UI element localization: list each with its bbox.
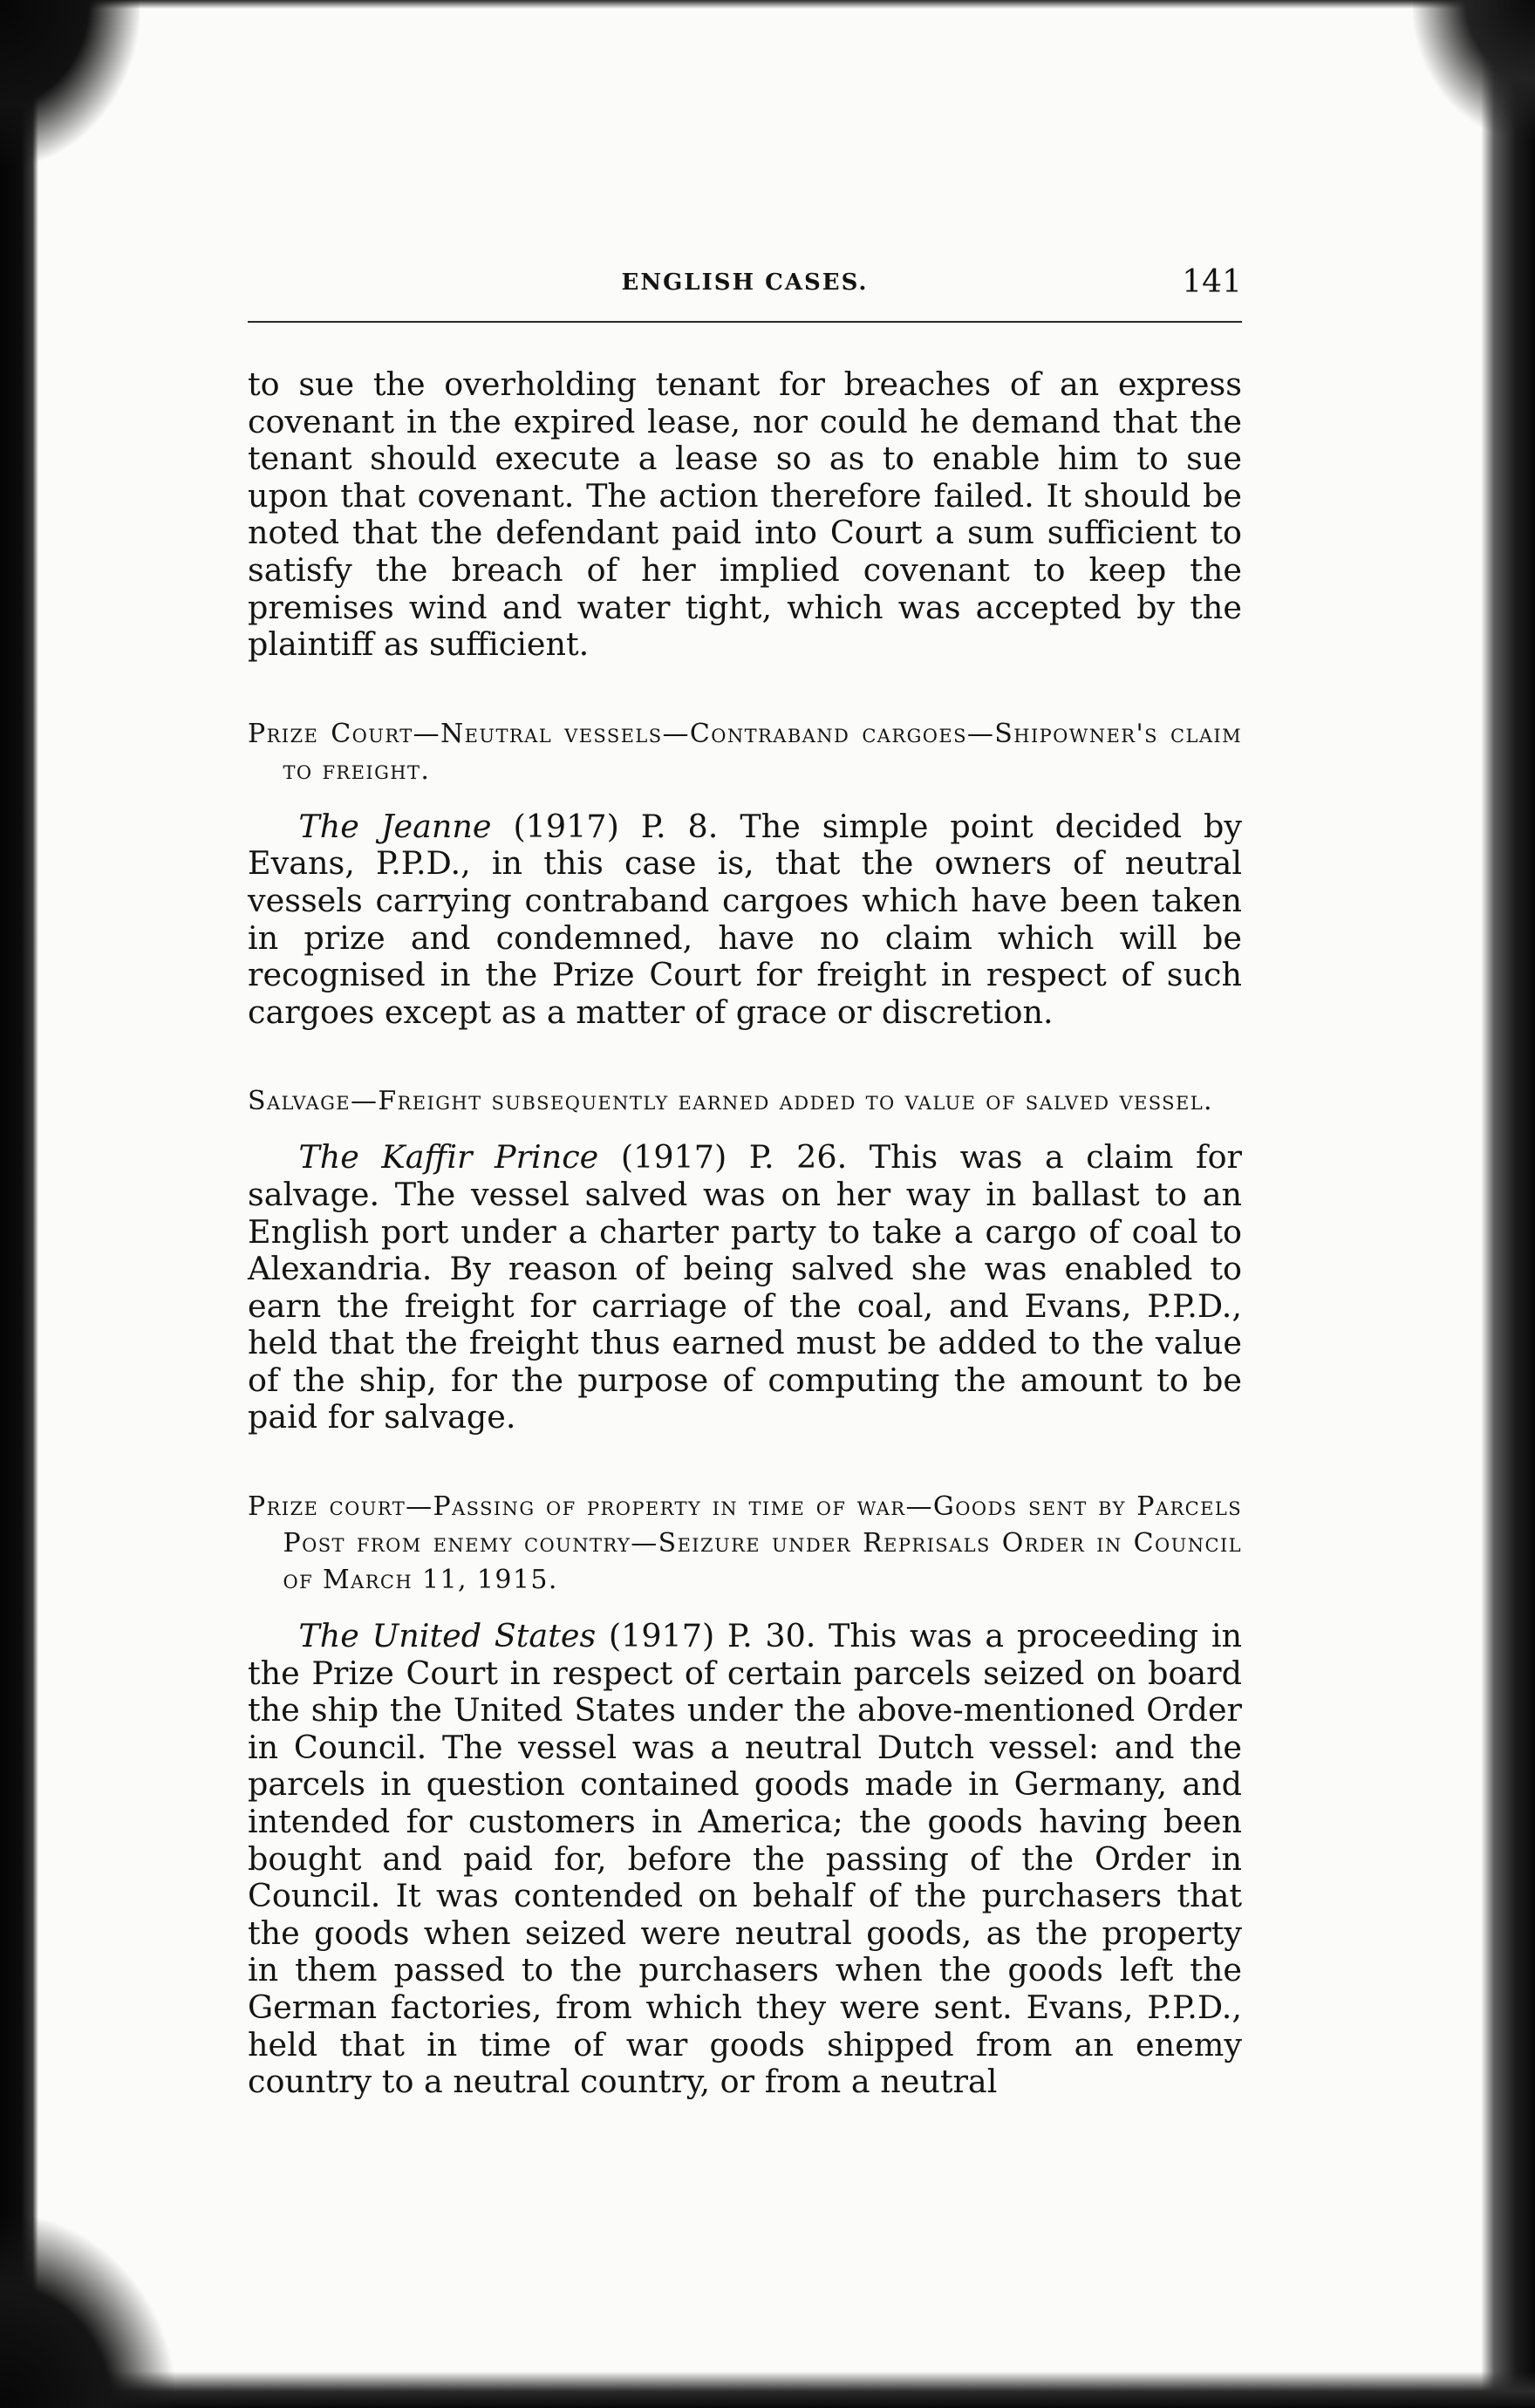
case-paragraph-jeanne: [248, 808, 1242, 1032]
section-heading-united-states: Prize court—Passing of property in time of war—Goods sent by Parcels Post from enemy country—Seizure under Reprisals Order in Council of March 11, 1915.: [248, 1491, 1242, 1596]
header-rule: [248, 321, 1242, 323]
case-body: (1917) P. 30. This was a proceeding in the Prize Court in respect of certain parcels seized on board the ship the United States under the above-mentioned Order in Council. The vessel was a neutral Dutch vessel: and the parcels in question contained goods made in Germany, and intended for customers in America; the goods having been bought and paid for, before the passing of the Order in Council. It was contended on behalf of the purchasers that the goods when seized were neutral goods, as the property in them passed to the purchasers when the goods left the German factories, from which they were sent. Evans, P.P.D., held that in time of war goods shipped from an enemy country to a neutral country, or from a neutral: [248, 1617, 1243, 2101]
section-heading-kaffir-prince: Salvage—Freight subsequently earned added to value of salved vessel.: [248, 1086, 1213, 1117]
scan-corner-top-left: [0, 0, 140, 166]
body-text: [248, 366, 1242, 2101]
scan-corner-top-right: [1413, 0, 1535, 140]
case-name: The United States: [298, 1617, 597, 1655]
page-header: [248, 266, 1242, 310]
case-name: The Jeanne: [298, 807, 492, 845]
scan-corner-bottom-left: [0, 2216, 174, 2408]
scan-edge-left: [0, 0, 38, 2408]
scan-edge-right: [1481, 0, 1535, 2408]
intro-paragraph: to sue the overholding tenant for breaches of an express covenant in the expired lease, nor could he demand that the tenant should execute a lease so as to enable him to sue upon that covenant. The action therefore failed. It should be noted that the defendant paid into Court a sum sufficient to satisfy the breach of her implied covenant to keep the premises wind and water tight, which was accepted by the plaintiff as sufficient.: [248, 365, 1242, 664]
case-paragraph-united-states: [248, 1618, 1242, 2101]
case-body: (1917) P. 26. This was a claim for salvage. The vessel salved was on her way in ballast to an English port under a charter party to take a cargo of coal to Alexandria. By reason of being salved she was enabled to earn the freight for carriage of the coal, and Evans, P.P.D., held that the freight thus earned must be added to the value of the ship, for the purpose of computing the amount to be paid for salvage.: [248, 1138, 1242, 1436]
case-name: The Kaffir Prince: [298, 1138, 599, 1177]
running-head: ENGLISH CASES.: [621, 269, 869, 296]
scan-edge-top: [0, 0, 1535, 9]
case-body: (1917) P. 8. The simple point decided by Evans, P.P.D., in this case is, that the owners of neutral vessels carrying contraband cargoes which have been taken in prize and condemned, have no claim which will be recognised in the Prize Court for freight in respect of such cargoes except as a matter of grace or discretion.: [248, 807, 1242, 1031]
scan-edge-bottom: [0, 2371, 1535, 2408]
section-heading-jeanne: Prize Court—Neutral vessels—Contraband cargoes—Shipowner's claim to freight.: [248, 718, 1242, 786]
case-paragraph-kaffir-prince: [248, 1139, 1242, 1436]
page-number: 141: [1182, 264, 1242, 300]
